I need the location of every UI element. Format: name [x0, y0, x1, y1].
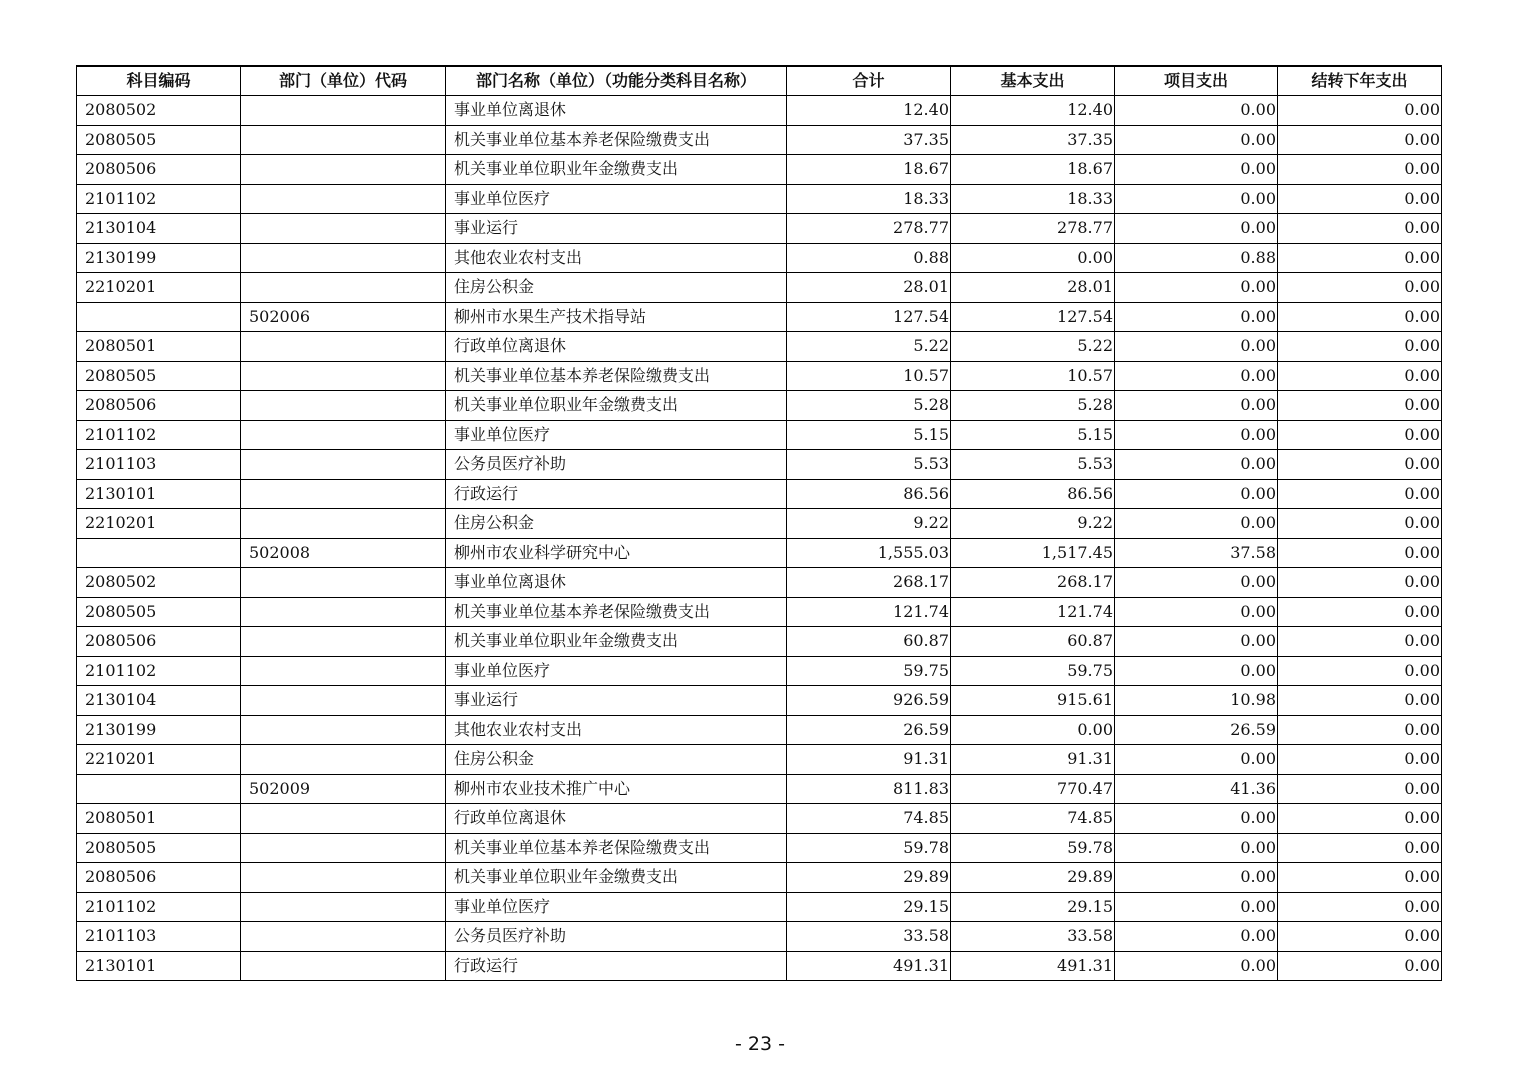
- table-row: [77, 184, 1442, 214]
- cell-project-expenditure: 0.00: [1115, 391, 1278, 421]
- cell-department-code: [241, 568, 446, 598]
- cell-department-code: [241, 391, 446, 421]
- cell-total: 29.15: [787, 892, 951, 922]
- cell-carryover-expenditure: 0.00: [1278, 833, 1442, 863]
- cell-department-name: 机关事业单位基本养老保险缴费支出: [446, 597, 787, 627]
- table-row: [77, 715, 1442, 745]
- cell-department-code: [241, 715, 446, 745]
- cell-department-code: [241, 922, 446, 952]
- cell-basic-expenditure: 278.77: [951, 214, 1115, 244]
- cell-department-code: [241, 96, 446, 126]
- table-row: [77, 627, 1442, 657]
- cell-carryover-expenditure: 0.00: [1278, 214, 1442, 244]
- cell-department-name: 事业单位离退休: [446, 568, 787, 598]
- table-row: [77, 96, 1442, 126]
- budget-table: [76, 65, 1442, 981]
- cell-subject-code: 2130199: [77, 243, 241, 273]
- cell-carryover-expenditure: 0.00: [1278, 686, 1442, 716]
- table-row: [77, 892, 1442, 922]
- cell-department-name: 住房公积金: [446, 509, 787, 539]
- cell-department-name: 机关事业单位基本养老保险缴费支出: [446, 833, 787, 863]
- cell-subject-code: 2080506: [77, 155, 241, 185]
- cell-department-name: 柳州市农业科学研究中心: [446, 538, 787, 568]
- cell-carryover-expenditure: 0.00: [1278, 597, 1442, 627]
- cell-department-name: 住房公积金: [446, 273, 787, 303]
- cell-project-expenditure: 0.00: [1115, 96, 1278, 126]
- cell-subject-code: 2080502: [77, 568, 241, 598]
- cell-department-code: [241, 273, 446, 303]
- cell-basic-expenditure: 37.35: [951, 125, 1115, 155]
- cell-department-name: 公务员医疗补助: [446, 922, 787, 952]
- cell-total: 60.87: [787, 627, 951, 657]
- cell-department-code: [241, 214, 446, 244]
- cell-carryover-expenditure: 0.00: [1278, 96, 1442, 126]
- cell-department-code: [241, 184, 446, 214]
- cell-total: 278.77: [787, 214, 951, 244]
- cell-carryover-expenditure: 0.00: [1278, 479, 1442, 509]
- cell-department-name: 公务员医疗补助: [446, 450, 787, 480]
- cell-carryover-expenditure: 0.00: [1278, 332, 1442, 362]
- cell-carryover-expenditure: 0.00: [1278, 804, 1442, 834]
- cell-total: 91.31: [787, 745, 951, 775]
- cell-subject-code: 2101103: [77, 450, 241, 480]
- cell-subject-code: 2080501: [77, 804, 241, 834]
- cell-total: 121.74: [787, 597, 951, 627]
- cell-basic-expenditure: 770.47: [951, 774, 1115, 804]
- cell-subject-code: 2080505: [77, 597, 241, 627]
- cell-basic-expenditure: 268.17: [951, 568, 1115, 598]
- cell-department-code: [241, 332, 446, 362]
- cell-basic-expenditure: 5.28: [951, 391, 1115, 421]
- cell-subject-code: 2130101: [77, 479, 241, 509]
- cell-subject-code: 2080501: [77, 332, 241, 362]
- cell-total: 37.35: [787, 125, 951, 155]
- cell-total: 5.15: [787, 420, 951, 450]
- cell-project-expenditure: 0.00: [1115, 332, 1278, 362]
- cell-project-expenditure: 37.58: [1115, 538, 1278, 568]
- header-subject-code: 科目编码: [77, 66, 241, 96]
- cell-carryover-expenditure: 0.00: [1278, 391, 1442, 421]
- cell-project-expenditure: 0.00: [1115, 804, 1278, 834]
- table-header: [77, 66, 1442, 96]
- header-department-code: 部门（单位）代码: [241, 66, 446, 96]
- cell-carryover-expenditure: 0.00: [1278, 568, 1442, 598]
- cell-total: 59.75: [787, 656, 951, 686]
- cell-department-code: [241, 597, 446, 627]
- cell-total: 5.28: [787, 391, 951, 421]
- table-row: [77, 361, 1442, 391]
- cell-department-code: [241, 479, 446, 509]
- cell-subject-code: 2101102: [77, 892, 241, 922]
- cell-department-name: 机关事业单位基本养老保险缴费支出: [446, 125, 787, 155]
- cell-total: 28.01: [787, 273, 951, 303]
- cell-carryover-expenditure: 0.00: [1278, 627, 1442, 657]
- cell-project-expenditure: 0.00: [1115, 273, 1278, 303]
- table-row: [77, 332, 1442, 362]
- table-row: [77, 273, 1442, 303]
- table-row: [77, 686, 1442, 716]
- cell-basic-expenditure: 29.89: [951, 863, 1115, 893]
- cell-basic-expenditure: 0.00: [951, 715, 1115, 745]
- cell-subject-code: [77, 302, 241, 332]
- table-row: [77, 804, 1442, 834]
- header-carryover-expenditure: 结转下年支出: [1278, 66, 1442, 96]
- header-department-name: 部门名称（单位）（功能分类科目名称）: [446, 66, 787, 96]
- cell-department-code: 502008: [241, 538, 446, 568]
- cell-carryover-expenditure: 0.00: [1278, 184, 1442, 214]
- cell-total: 811.83: [787, 774, 951, 804]
- cell-department-name: 其他农业农村支出: [446, 715, 787, 745]
- cell-basic-expenditure: 60.87: [951, 627, 1115, 657]
- cell-project-expenditure: 0.00: [1115, 627, 1278, 657]
- cell-carryover-expenditure: 0.00: [1278, 656, 1442, 686]
- cell-project-expenditure: 26.59: [1115, 715, 1278, 745]
- cell-subject-code: 2080502: [77, 96, 241, 126]
- cell-total: 926.59: [787, 686, 951, 716]
- cell-department-code: 502006: [241, 302, 446, 332]
- cell-department-code: [241, 155, 446, 185]
- cell-basic-expenditure: 18.33: [951, 184, 1115, 214]
- cell-total: 127.54: [787, 302, 951, 332]
- table-row: [77, 656, 1442, 686]
- cell-subject-code: 2130104: [77, 686, 241, 716]
- cell-department-code: [241, 745, 446, 775]
- cell-basic-expenditure: 29.15: [951, 892, 1115, 922]
- cell-carryover-expenditure: 0.00: [1278, 155, 1442, 185]
- cell-basic-expenditure: 91.31: [951, 745, 1115, 775]
- cell-project-expenditure: 0.00: [1115, 125, 1278, 155]
- cell-subject-code: 2130101: [77, 951, 241, 981]
- cell-basic-expenditure: 491.31: [951, 951, 1115, 981]
- cell-basic-expenditure: 12.40: [951, 96, 1115, 126]
- cell-carryover-expenditure: 0.00: [1278, 450, 1442, 480]
- table-row: [77, 538, 1442, 568]
- cell-basic-expenditure: 86.56: [951, 479, 1115, 509]
- table-row: [77, 951, 1442, 981]
- cell-subject-code: 2080506: [77, 391, 241, 421]
- table-row: [77, 509, 1442, 539]
- cell-project-expenditure: 0.00: [1115, 214, 1278, 244]
- cell-subject-code: 2130104: [77, 214, 241, 244]
- cell-department-name: 机关事业单位基本养老保险缴费支出: [446, 361, 787, 391]
- cell-total: 1,555.03: [787, 538, 951, 568]
- cell-carryover-expenditure: 0.00: [1278, 302, 1442, 332]
- cell-basic-expenditure: 5.53: [951, 450, 1115, 480]
- cell-project-expenditure: 0.88: [1115, 243, 1278, 273]
- cell-department-code: [241, 804, 446, 834]
- table-row: [77, 863, 1442, 893]
- cell-department-code: [241, 125, 446, 155]
- cell-department-name: 机关事业单位职业年金缴费支出: [446, 391, 787, 421]
- cell-total: 29.89: [787, 863, 951, 893]
- table-row: [77, 391, 1442, 421]
- cell-department-code: [241, 833, 446, 863]
- cell-project-expenditure: 0.00: [1115, 509, 1278, 539]
- cell-total: 12.40: [787, 96, 951, 126]
- cell-basic-expenditure: 33.58: [951, 922, 1115, 952]
- cell-basic-expenditure: 127.54: [951, 302, 1115, 332]
- table-row: [77, 125, 1442, 155]
- cell-subject-code: 2101102: [77, 656, 241, 686]
- cell-project-expenditure: 0.00: [1115, 863, 1278, 893]
- table-row: [77, 450, 1442, 480]
- table-row: [77, 243, 1442, 273]
- cell-subject-code: 2130199: [77, 715, 241, 745]
- cell-department-code: [241, 450, 446, 480]
- header-basic-expenditure: 基本支出: [951, 66, 1115, 96]
- cell-department-name: 机关事业单位职业年金缴费支出: [446, 627, 787, 657]
- cell-project-expenditure: 0.00: [1115, 479, 1278, 509]
- cell-basic-expenditure: 18.67: [951, 155, 1115, 185]
- table-row: [77, 597, 1442, 627]
- cell-basic-expenditure: 0.00: [951, 243, 1115, 273]
- cell-project-expenditure: 0.00: [1115, 597, 1278, 627]
- cell-total: 18.67: [787, 155, 951, 185]
- cell-basic-expenditure: 9.22: [951, 509, 1115, 539]
- cell-project-expenditure: 0.00: [1115, 656, 1278, 686]
- cell-carryover-expenditure: 0.00: [1278, 922, 1442, 952]
- cell-carryover-expenditure: 0.00: [1278, 892, 1442, 922]
- cell-carryover-expenditure: 0.00: [1278, 243, 1442, 273]
- cell-subject-code: 2101102: [77, 184, 241, 214]
- cell-department-name: 事业运行: [446, 686, 787, 716]
- cell-project-expenditure: 0.00: [1115, 155, 1278, 185]
- header-total: 合计: [787, 66, 951, 96]
- cell-project-expenditure: 0.00: [1115, 302, 1278, 332]
- cell-department-name: 行政运行: [446, 479, 787, 509]
- table-row: [77, 774, 1442, 804]
- cell-department-code: [241, 686, 446, 716]
- cell-project-expenditure: 0.00: [1115, 745, 1278, 775]
- cell-subject-code: 2080506: [77, 627, 241, 657]
- cell-total: 86.56: [787, 479, 951, 509]
- cell-total: 33.58: [787, 922, 951, 952]
- cell-department-name: 其他农业农村支出: [446, 243, 787, 273]
- cell-department-name: 住房公积金: [446, 745, 787, 775]
- cell-carryover-expenditure: 0.00: [1278, 951, 1442, 981]
- cell-department-name: 柳州市水果生产技术指导站: [446, 302, 787, 332]
- cell-basic-expenditure: 59.78: [951, 833, 1115, 863]
- cell-department-code: [241, 627, 446, 657]
- cell-project-expenditure: 0.00: [1115, 951, 1278, 981]
- cell-total: 26.59: [787, 715, 951, 745]
- cell-carryover-expenditure: 0.00: [1278, 538, 1442, 568]
- cell-department-code: 502009: [241, 774, 446, 804]
- cell-total: 9.22: [787, 509, 951, 539]
- cell-carryover-expenditure: 0.00: [1278, 361, 1442, 391]
- cell-department-name: 机关事业单位职业年金缴费支出: [446, 863, 787, 893]
- cell-project-expenditure: 0.00: [1115, 450, 1278, 480]
- cell-department-name: 机关事业单位职业年金缴费支出: [446, 155, 787, 185]
- cell-department-name: 事业单位医疗: [446, 184, 787, 214]
- header-row: [77, 66, 1442, 96]
- cell-total: 18.33: [787, 184, 951, 214]
- cell-department-code: [241, 420, 446, 450]
- cell-project-expenditure: 0.00: [1115, 184, 1278, 214]
- cell-carryover-expenditure: 0.00: [1278, 863, 1442, 893]
- cell-department-code: [241, 656, 446, 686]
- cell-subject-code: 2101102: [77, 420, 241, 450]
- cell-project-expenditure: 41.36: [1115, 774, 1278, 804]
- cell-subject-code: 2080505: [77, 833, 241, 863]
- cell-project-expenditure: 0.00: [1115, 922, 1278, 952]
- table-body: [77, 96, 1442, 981]
- table-row: [77, 302, 1442, 332]
- cell-project-expenditure: 0.00: [1115, 568, 1278, 598]
- cell-basic-expenditure: 915.61: [951, 686, 1115, 716]
- cell-basic-expenditure: 121.74: [951, 597, 1115, 627]
- cell-subject-code: 2080505: [77, 125, 241, 155]
- cell-basic-expenditure: 59.75: [951, 656, 1115, 686]
- cell-basic-expenditure: 10.57: [951, 361, 1115, 391]
- cell-department-code: [241, 863, 446, 893]
- cell-department-code: [241, 509, 446, 539]
- cell-carryover-expenditure: 0.00: [1278, 745, 1442, 775]
- cell-department-code: [241, 892, 446, 922]
- cell-total: 10.57: [787, 361, 951, 391]
- table-row: [77, 745, 1442, 775]
- cell-department-code: [241, 243, 446, 273]
- table-row: [77, 155, 1442, 185]
- cell-project-expenditure: 10.98: [1115, 686, 1278, 716]
- cell-total: 0.88: [787, 243, 951, 273]
- cell-total: 268.17: [787, 568, 951, 598]
- cell-carryover-expenditure: 0.00: [1278, 774, 1442, 804]
- cell-total: 5.53: [787, 450, 951, 480]
- cell-carryover-expenditure: 0.00: [1278, 715, 1442, 745]
- table-row: [77, 922, 1442, 952]
- cell-total: 5.22: [787, 332, 951, 362]
- cell-project-expenditure: 0.00: [1115, 361, 1278, 391]
- header-project-expenditure: 项目支出: [1115, 66, 1278, 96]
- table-row: [77, 420, 1442, 450]
- cell-carryover-expenditure: 0.00: [1278, 420, 1442, 450]
- cell-total: 74.85: [787, 804, 951, 834]
- cell-subject-code: 2210201: [77, 745, 241, 775]
- cell-carryover-expenditure: 0.00: [1278, 125, 1442, 155]
- cell-basic-expenditure: 5.15: [951, 420, 1115, 450]
- cell-department-name: 事业单位医疗: [446, 656, 787, 686]
- cell-department-name: 柳州市农业技术推广中心: [446, 774, 787, 804]
- cell-department-name: 行政单位离退休: [446, 804, 787, 834]
- cell-department-name: 行政单位离退休: [446, 332, 787, 362]
- cell-subject-code: 2101103: [77, 922, 241, 952]
- page-number: - 23 -: [735, 1033, 785, 1055]
- cell-project-expenditure: 0.00: [1115, 892, 1278, 922]
- cell-department-name: 事业单位医疗: [446, 420, 787, 450]
- table-row: [77, 568, 1442, 598]
- cell-basic-expenditure: 1,517.45: [951, 538, 1115, 568]
- cell-basic-expenditure: 74.85: [951, 804, 1115, 834]
- cell-department-code: [241, 361, 446, 391]
- cell-total: 59.78: [787, 833, 951, 863]
- cell-subject-code: [77, 774, 241, 804]
- cell-subject-code: 2080506: [77, 863, 241, 893]
- cell-subject-code: 2210201: [77, 273, 241, 303]
- cell-carryover-expenditure: 0.00: [1278, 509, 1442, 539]
- cell-project-expenditure: 0.00: [1115, 420, 1278, 450]
- cell-department-name: 事业单位医疗: [446, 892, 787, 922]
- table-row: [77, 479, 1442, 509]
- cell-subject-code: 2210201: [77, 509, 241, 539]
- cell-subject-code: 2080505: [77, 361, 241, 391]
- cell-department-name: 事业单位离退休: [446, 96, 787, 126]
- cell-basic-expenditure: 28.01: [951, 273, 1115, 303]
- cell-project-expenditure: 0.00: [1115, 833, 1278, 863]
- cell-basic-expenditure: 5.22: [951, 332, 1115, 362]
- cell-department-name: 事业运行: [446, 214, 787, 244]
- cell-carryover-expenditure: 0.00: [1278, 273, 1442, 303]
- table-row: [77, 214, 1442, 244]
- cell-total: 491.31: [787, 951, 951, 981]
- cell-subject-code: [77, 538, 241, 568]
- table-row: [77, 833, 1442, 863]
- cell-department-name: 行政运行: [446, 951, 787, 981]
- cell-department-code: [241, 951, 446, 981]
